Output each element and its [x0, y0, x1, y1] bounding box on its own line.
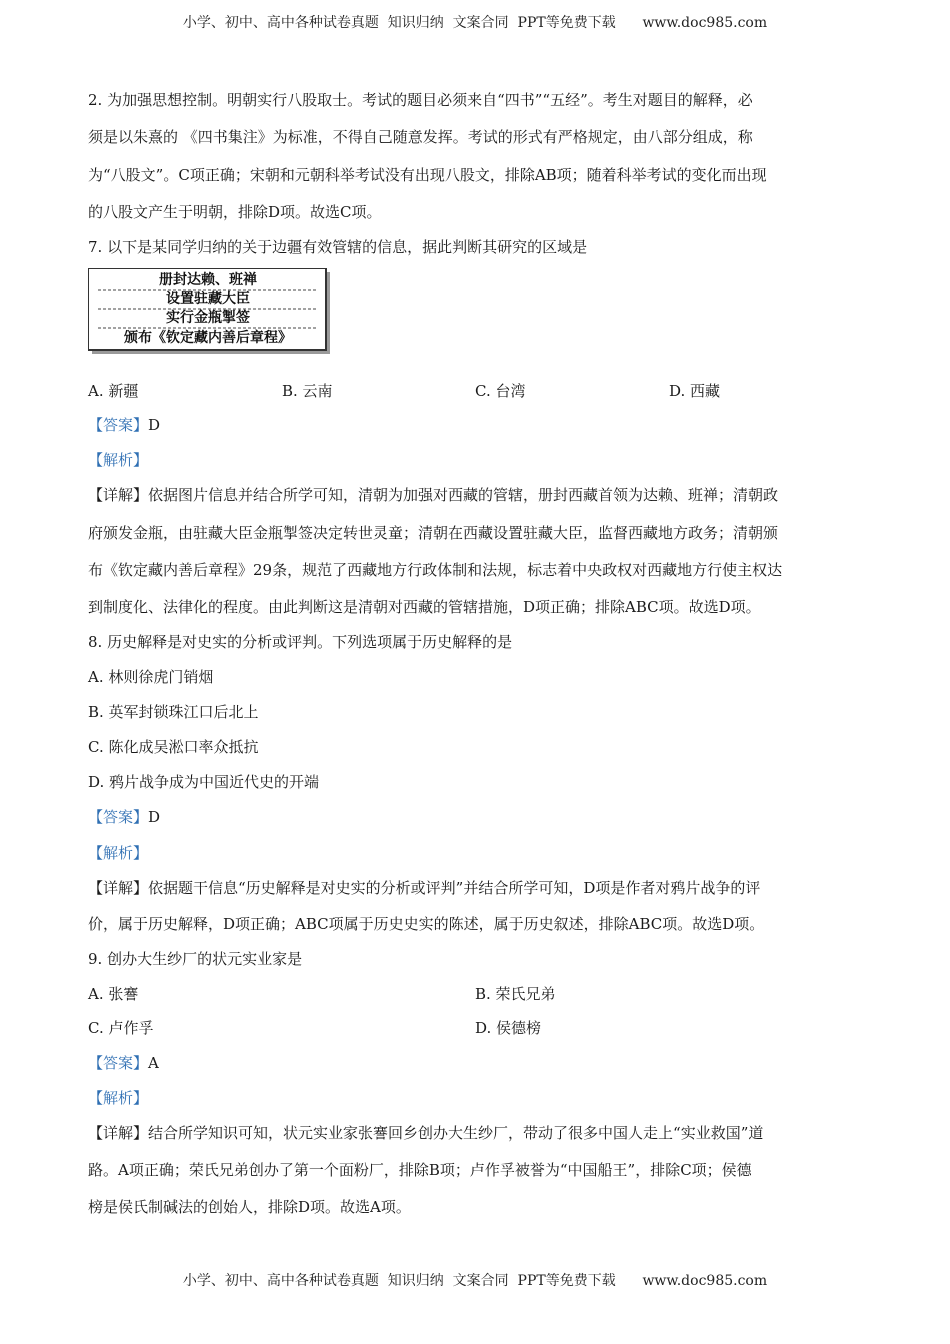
q9-detail-line: 路。A项正确；荣氏兄弟创办了第一个面粉厂，排除B项；卢作孚被誉为“中国船王”，排除C项；侯德: [88, 1161, 752, 1179]
detail-label: 【详解】: [88, 879, 149, 897]
q7-answer: [88, 414, 160, 436]
figure-line: 册封达赖、班禅: [159, 272, 257, 288]
q9-stem: 9. 创办大生纱厂的状元实业家是: [88, 950, 303, 968]
q7-analysis-label: 【解析】: [88, 451, 149, 469]
detail-label: 【详解】: [88, 1124, 149, 1142]
q9-option-d: D. 侯德榜: [475, 1019, 542, 1037]
page-header: 小学、初中、高中各种试卷真题 知识归纳 文案合同 PPT等免费下载 www.doc985.com: [182, 15, 768, 31]
q9-option-c: C. 卢作孚: [88, 1019, 154, 1037]
prev-explanation-line: 须是以朱熹的 《四书集注》为标准，不得自己随意发挥。考试的形式有严格规定，由八部分组成，称: [88, 128, 753, 146]
detail-text: 依据图片信息并结合所学可知，清朝为加强对西藏的管辖，册封西藏首领为达赖、班禅；清朝政: [148, 486, 779, 504]
q7-detail-line: [88, 484, 778, 506]
q7-stem: 7. 以下是某同学归纳的关于边疆有效管辖的信息，据此判断其研究的区域是: [88, 238, 588, 256]
q9-detail-line: 榜是侯氏制碱法的创始人，排除D项。故选A项。: [88, 1198, 411, 1216]
q8-answer: [88, 806, 160, 828]
q9-option-a: A. 张謇: [88, 985, 139, 1003]
q7-figure-box: [88, 268, 332, 356]
figure-line: 设置驻藏大臣: [166, 291, 250, 307]
q7-option-a: A. 新疆: [88, 382, 139, 400]
q8-option-d: D. 鸦片战争成为中国近代史的开端: [88, 773, 320, 791]
q9-detail-line: [88, 1122, 763, 1144]
q8-detail-line: [88, 877, 760, 899]
answer-value: A: [148, 1054, 159, 1072]
figure-line: 实行金瓶掣签: [166, 310, 250, 326]
detail-label: 【详解】: [88, 486, 149, 504]
q7-detail-line: 布《钦定藏内善后章程》29条，规范了西藏地方行政体制和法规，标志着中央政权对西藏地方行使主权达: [88, 561, 783, 579]
q8-option-a: A. 林则徐虎门销烟: [88, 668, 214, 686]
q8-option-b: B. 英军封锁珠江口后北上: [88, 703, 259, 721]
page-footer: 小学、初中、高中各种试卷真题 知识归纳 文案合同 PPT等免费下载 www.doc985.com: [182, 1273, 768, 1289]
q7-detail-line: 到制度化、法律化的程度。由此判断这是清朝对西藏的管辖措施，D项正确；排除ABC项。故选D项。: [88, 598, 761, 616]
detail-text: 依据题干信息“历史解释是对史实的分析或评判”并结合所学可知，D项是作者对鸦片战争的评: [148, 879, 761, 897]
q7-detail-line: 府颁发金瓶，由驻藏大臣金瓶掣签决定转世灵童；清朝在西藏设置驻藏大臣，监督西藏地方政务；清朝颁: [88, 524, 779, 542]
q8-analysis-label: 【解析】: [88, 844, 149, 862]
prev-explanation-line: 的八股文产生于明朝，排除D项。故选C项。: [88, 203, 382, 221]
q7-option-d: D. 西藏: [669, 382, 721, 400]
prev-explanation-line: 2. 为加强思想控制。明朝实行八股取士。考试的题目必须来自“四书”“五经”。考生对题目的解释，必: [88, 91, 753, 109]
q8-detail-line: 价，属于历史解释，D项正确；ABC项属于历史史实的陈述，属于历史叙述，排除ABC项。故选D项。: [88, 915, 765, 933]
q7-option-c: C. 台湾: [475, 382, 526, 400]
q9-option-b: B. 荣氏兄弟: [475, 985, 556, 1003]
answer-value: D: [148, 808, 161, 826]
answer-label: 【答案】: [88, 1054, 149, 1072]
prev-explanation-line: 为“八股文”。C项正确；宋朝和元朝科举考试没有出现八股文，排除AB项；随着科举考试的变化而出现: [88, 166, 767, 184]
answer-label: 【答案】: [88, 416, 149, 434]
answer-label: 【答案】: [88, 808, 149, 826]
q9-answer: [88, 1052, 159, 1074]
figure-line: 颁布《钦定藏内善后章程》: [124, 330, 292, 346]
q8-stem: 8. 历史解释是对史实的分析或评判。下列选项属于历史解释的是: [88, 633, 513, 651]
answer-value: D: [148, 416, 161, 434]
q9-analysis-label: 【解析】: [88, 1089, 149, 1107]
q8-option-c: C. 陈化成吴淞口率众抵抗: [88, 738, 259, 756]
q7-option-b: B. 云南: [282, 382, 333, 400]
detail-text: 结合所学知识可知，状元实业家张謇回乡创办大生纱厂，带动了很多中国人走上“实业救国”道: [148, 1124, 764, 1142]
